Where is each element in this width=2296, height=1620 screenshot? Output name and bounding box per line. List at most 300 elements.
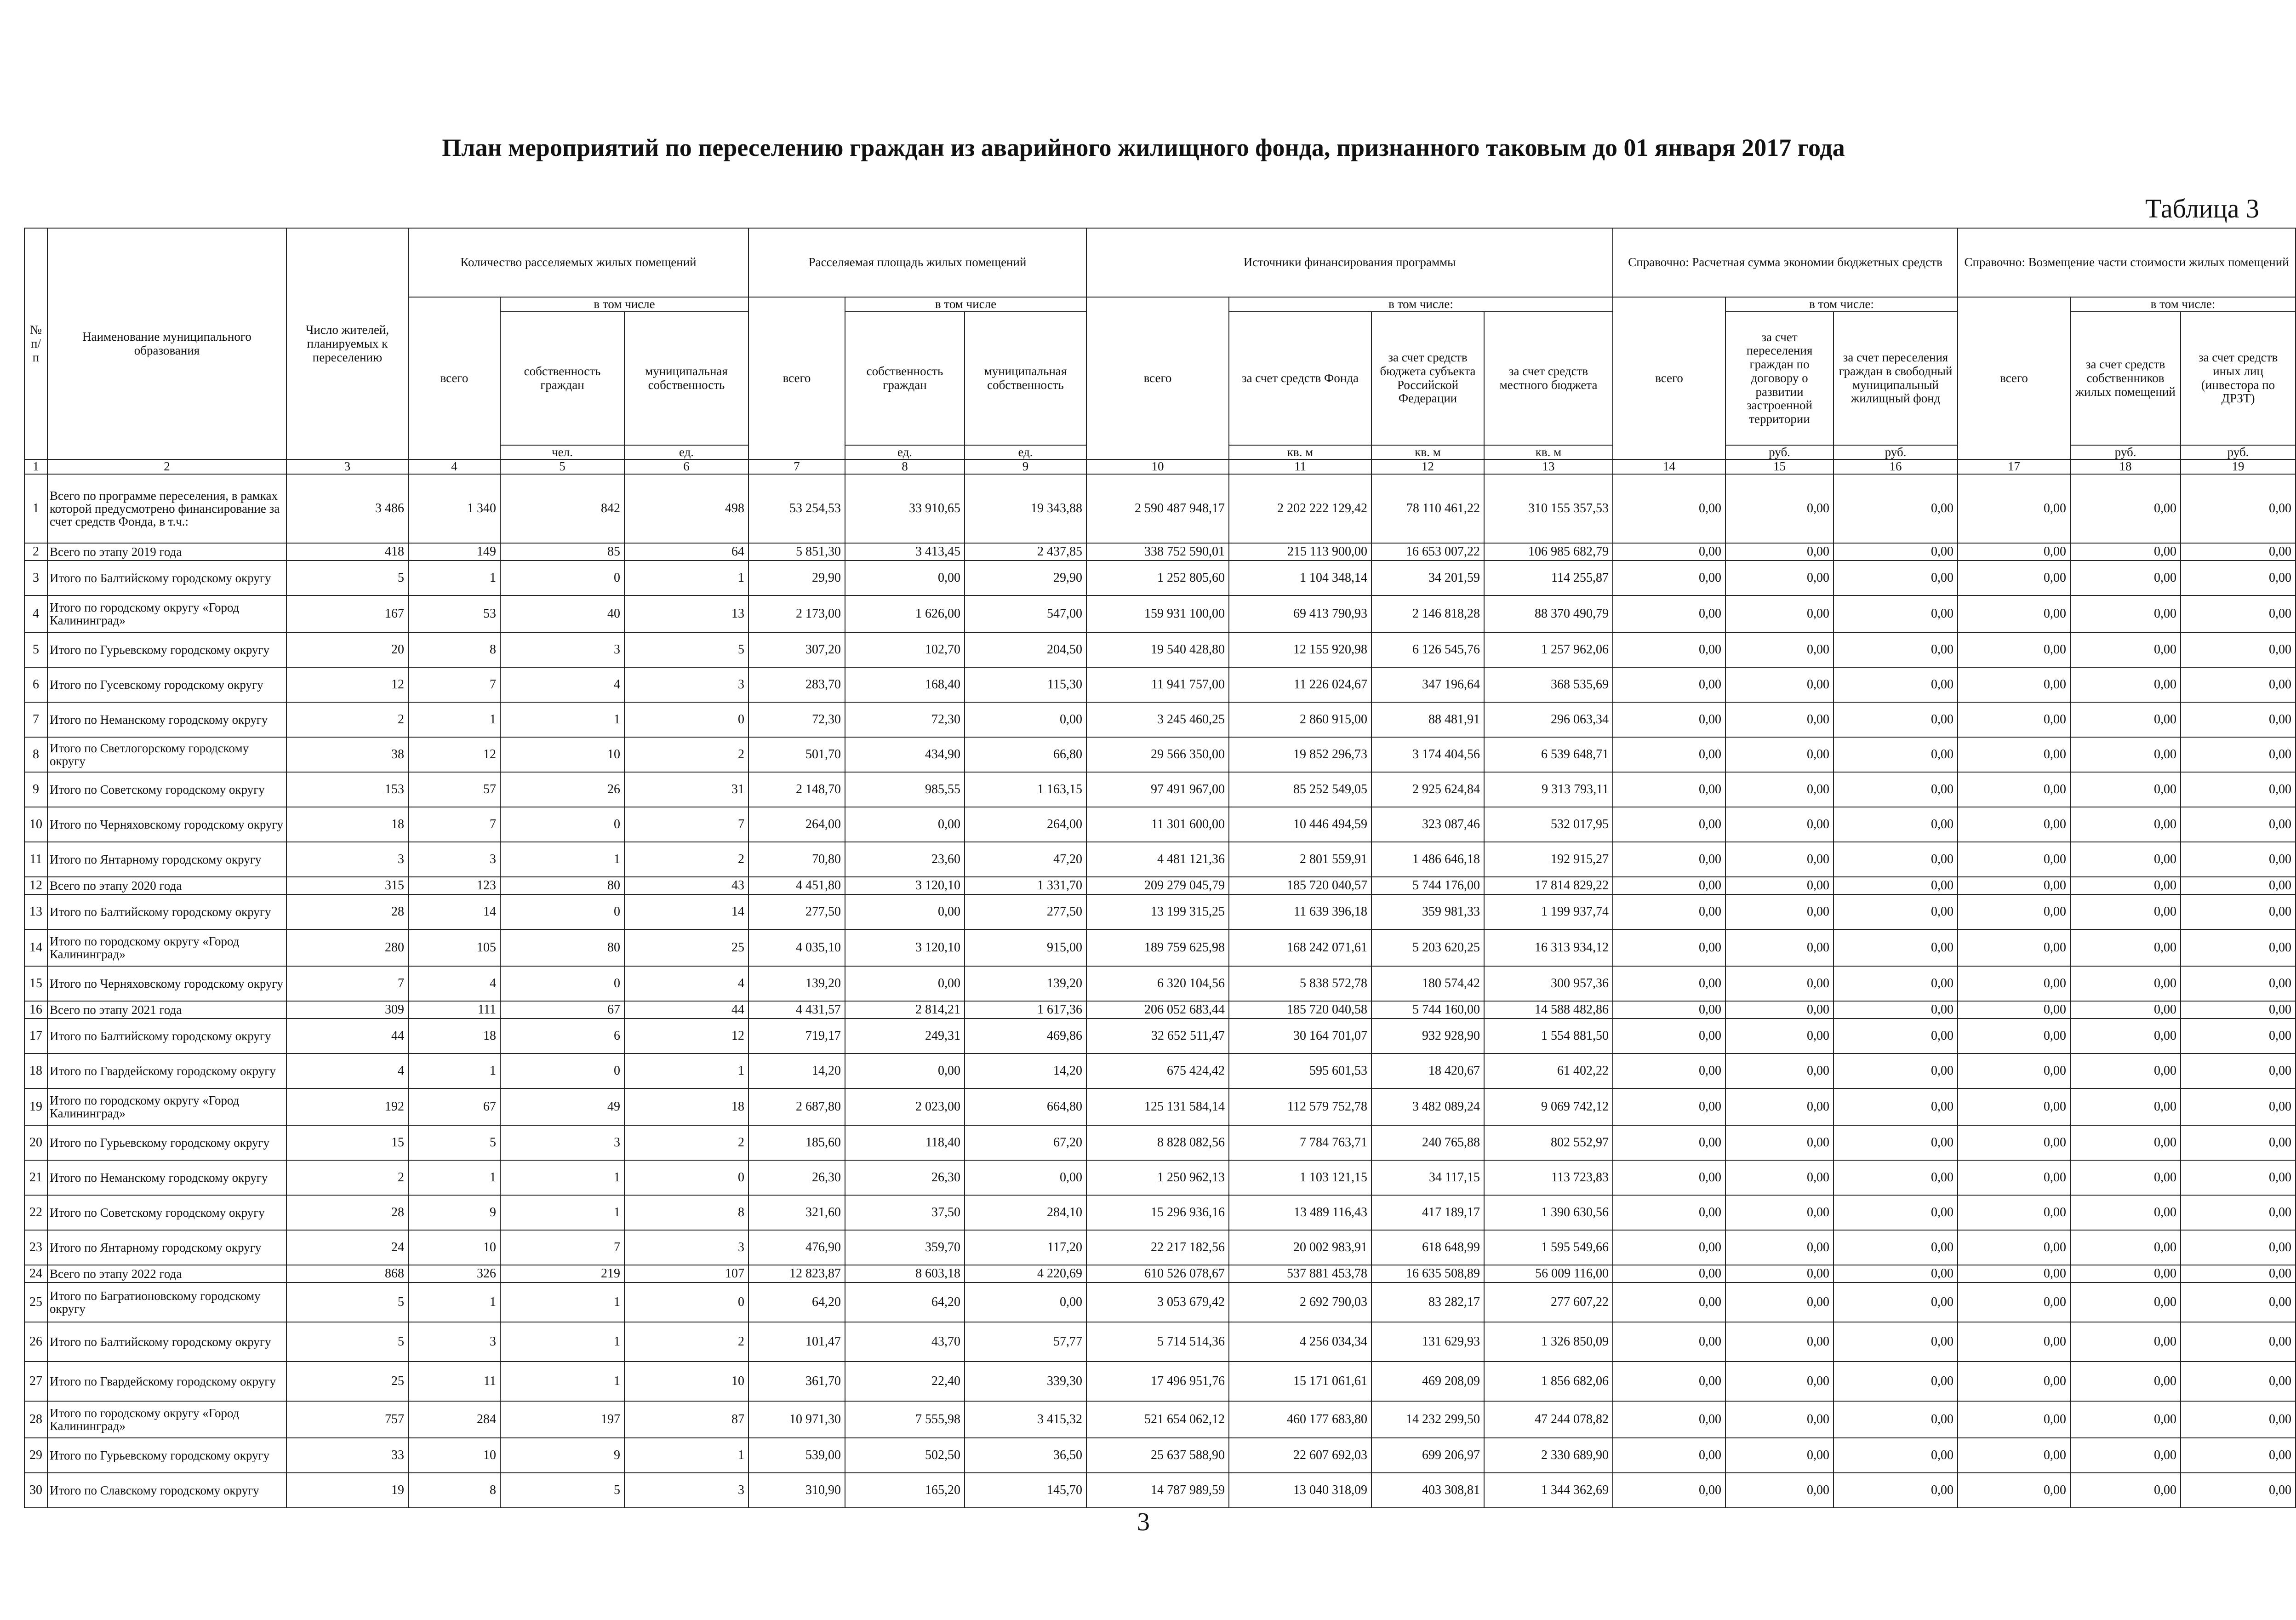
- value-cell: 0,00: [2181, 1282, 2296, 1322]
- value-cell: 22 217 182,56: [1086, 1230, 1229, 1265]
- value-cell: 1: [500, 1322, 624, 1362]
- value-cell: 2: [286, 702, 408, 737]
- value-cell: 12: [408, 737, 500, 772]
- municipality-name-cell: Итого по Гурьевскому городскому округу: [47, 1438, 286, 1473]
- value-cell: 0,00: [845, 894, 965, 929]
- value-cell: 23,60: [845, 842, 965, 877]
- value-cell: 0,00: [1833, 1230, 1958, 1265]
- value-cell: 0,00: [2070, 1160, 2181, 1195]
- row-number-cell: 19: [24, 1088, 47, 1125]
- row-number-cell: 8: [24, 737, 47, 772]
- value-cell: 719,17: [748, 1019, 845, 1053]
- value-cell: 249,31: [845, 1019, 965, 1053]
- value-cell: 264,00: [748, 807, 845, 842]
- value-cell: 11 941 757,00: [1086, 667, 1229, 702]
- table-row: [24, 966, 2296, 1001]
- value-cell: 29,90: [965, 561, 1086, 595]
- row-number-cell: 24: [24, 1265, 47, 1282]
- value-cell: 165,20: [845, 1473, 965, 1508]
- row-number-cell: 28: [24, 1401, 47, 1438]
- value-cell: 67: [408, 1088, 500, 1125]
- table-row: [24, 1019, 2296, 1053]
- value-cell: 0,00: [1613, 1282, 1725, 1322]
- value-cell: 11 301 600,00: [1086, 807, 1229, 842]
- value-cell: 3 245 460,25: [1086, 702, 1229, 737]
- value-cell: 361,70: [748, 1362, 845, 1401]
- value-cell: 19: [286, 1473, 408, 1508]
- value-cell: 0,00: [1725, 561, 1833, 595]
- table-row: [24, 1265, 2296, 1282]
- municipality-name-cell: Итого по Янтарному городскому округу: [47, 842, 286, 877]
- row-number-cell: 10: [24, 807, 47, 842]
- value-cell: 0,00: [1613, 772, 1725, 807]
- value-cell: 0,00: [2181, 1053, 2296, 1088]
- value-cell: 4 035,10: [748, 929, 845, 966]
- value-cell: 0,00: [1613, 966, 1725, 1001]
- value-cell: 985,55: [845, 772, 965, 807]
- value-cell: 3: [408, 1322, 500, 1362]
- value-cell: 33: [286, 1438, 408, 1473]
- municipality-name-cell: Итого по Балтийскому городскому округу: [47, 561, 286, 595]
- value-cell: 44: [286, 1019, 408, 1053]
- value-cell: 57,77: [965, 1322, 1086, 1362]
- value-cell: 1: [408, 1160, 500, 1195]
- value-cell: 0,00: [1958, 1401, 2070, 1438]
- header-rooms-municipal: муниципальная собственность: [624, 312, 748, 445]
- value-cell: 139,20: [965, 966, 1086, 1001]
- value-cell: 113 723,83: [1484, 1160, 1613, 1195]
- municipality-name-cell: Итого по Гурьевскому городскому округу: [47, 1125, 286, 1160]
- value-cell: 9 313 793,11: [1484, 772, 1613, 807]
- header-name: Наименование муниципального образования: [47, 228, 286, 459]
- value-cell: 1 163,15: [965, 772, 1086, 807]
- value-cell: 3: [286, 842, 408, 877]
- value-cell: 0,00: [1833, 1088, 1958, 1125]
- resettlement-plan-table: [24, 228, 2296, 1508]
- value-cell: 16 635 508,89: [1371, 1265, 1484, 1282]
- table-row: [24, 1230, 2296, 1265]
- value-cell: 4 220,69: [965, 1265, 1086, 1282]
- value-cell: 14,20: [748, 1053, 845, 1088]
- value-cell: 0,00: [1613, 474, 1725, 543]
- value-cell: 1: [500, 1195, 624, 1230]
- value-cell: 2 330 689,90: [1484, 1438, 1613, 1473]
- municipality-name-cell: Итого по Черняховскому городскому округу: [47, 807, 286, 842]
- value-cell: 0,00: [2181, 1230, 2296, 1265]
- value-cell: 0,00: [1833, 966, 1958, 1001]
- header-finance-total: всего: [1086, 297, 1229, 459]
- value-cell: 123: [408, 877, 500, 894]
- value-cell: 0,00: [1833, 1282, 1958, 1322]
- value-cell: 0,00: [1725, 474, 1833, 543]
- value-cell: 0,00: [1725, 543, 1833, 561]
- value-cell: 6 126 545,76: [1371, 632, 1484, 667]
- value-cell: 0,00: [1958, 772, 2070, 807]
- value-cell: 0,00: [2070, 1230, 2181, 1265]
- value-cell: 1 554 881,50: [1484, 1019, 1613, 1053]
- value-cell: 14 588 482,86: [1484, 1001, 1613, 1019]
- value-cell: 0,00: [1833, 561, 1958, 595]
- value-cell: 61 402,22: [1484, 1053, 1613, 1088]
- value-cell: 0,00: [1833, 894, 1958, 929]
- value-cell: 185,60: [748, 1125, 845, 1160]
- value-cell: 19 540 428,80: [1086, 632, 1229, 667]
- value-cell: 197: [500, 1401, 624, 1438]
- value-cell: 0,00: [2070, 1125, 2181, 1160]
- value-cell: 5: [624, 632, 748, 667]
- column-number-cell: 8: [845, 459, 965, 474]
- value-cell: 53: [408, 595, 500, 632]
- value-cell: 321,60: [748, 1195, 845, 1230]
- unit-cell: руб.: [2181, 445, 2296, 460]
- value-cell: 0,00: [1833, 543, 1958, 561]
- value-cell: 664,80: [965, 1088, 1086, 1125]
- header-area-total: всего: [748, 297, 845, 459]
- value-cell: 1 344 362,69: [1484, 1473, 1613, 1508]
- value-cell: 18: [408, 1019, 500, 1053]
- value-cell: 72,30: [845, 702, 965, 737]
- value-cell: 5 744 176,00: [1371, 877, 1484, 894]
- value-cell: 0,00: [1613, 1001, 1725, 1019]
- value-cell: 56 009 116,00: [1484, 1265, 1613, 1282]
- value-cell: 2 437,85: [965, 543, 1086, 561]
- value-cell: 125 131 584,14: [1086, 1088, 1229, 1125]
- value-cell: 0,00: [1958, 1282, 2070, 1322]
- value-cell: 0,00: [1725, 737, 1833, 772]
- value-cell: 4: [286, 1053, 408, 1088]
- column-number-cell: 1: [24, 459, 47, 474]
- value-cell: 7 784 763,71: [1229, 1125, 1371, 1160]
- value-cell: 107: [624, 1265, 748, 1282]
- table-row: [24, 543, 2296, 561]
- value-cell: 85: [500, 543, 624, 561]
- value-cell: 0,00: [1833, 1195, 1958, 1230]
- header-finance-fund: за счет средств Фонда: [1229, 312, 1371, 445]
- row-number-cell: 23: [24, 1230, 47, 1265]
- value-cell: 0,00: [1613, 543, 1725, 561]
- value-cell: 18 420,67: [1371, 1053, 1484, 1088]
- column-number-cell: 4: [408, 459, 500, 474]
- value-cell: 0,00: [1958, 1438, 2070, 1473]
- value-cell: 4: [408, 966, 500, 1001]
- value-cell: 47 244 078,82: [1484, 1401, 1613, 1438]
- header-compensation-including: в том числе:: [2070, 297, 2296, 312]
- municipality-name-cell: Итого по Гвардейскому городскому округу: [47, 1053, 286, 1088]
- value-cell: 185 720 040,57: [1229, 877, 1371, 894]
- value-cell: 0,00: [1833, 474, 1958, 543]
- value-cell: 180 574,42: [1371, 966, 1484, 1001]
- value-cell: 0,00: [2070, 1473, 2181, 1508]
- value-cell: 502,50: [845, 1438, 965, 1473]
- value-cell: 0,00: [2070, 894, 2181, 929]
- value-cell: 0: [624, 1282, 748, 1322]
- value-cell: 31: [624, 772, 748, 807]
- value-cell: 1 103 121,15: [1229, 1160, 1371, 1195]
- table-row: [24, 1088, 2296, 1125]
- value-cell: 67: [500, 1001, 624, 1019]
- value-cell: 0,00: [1833, 842, 1958, 877]
- row-number-cell: 2: [24, 543, 47, 561]
- value-cell: 131 629,93: [1371, 1322, 1484, 1362]
- value-cell: 0,00: [1725, 1053, 1833, 1088]
- value-cell: 0,00: [1833, 702, 1958, 737]
- value-cell: 1 390 630,56: [1484, 1195, 1613, 1230]
- value-cell: 0,00: [1725, 1401, 1833, 1438]
- row-number-cell: 14: [24, 929, 47, 966]
- value-cell: 0,00: [1613, 1053, 1725, 1088]
- value-cell: 6 539 648,71: [1484, 737, 1613, 772]
- value-cell: 13: [624, 595, 748, 632]
- row-number-cell: 11: [24, 842, 47, 877]
- value-cell: 12 155 920,98: [1229, 632, 1371, 667]
- value-cell: 277,50: [748, 894, 845, 929]
- row-number-cell: 17: [24, 1019, 47, 1053]
- value-cell: 5: [286, 1282, 408, 1322]
- value-cell: 0,00: [1725, 632, 1833, 667]
- value-cell: 2 173,00: [748, 595, 845, 632]
- value-cell: 0,00: [2181, 1473, 2296, 1508]
- value-cell: 0,00: [1613, 842, 1725, 877]
- value-cell: 0,00: [2181, 1195, 2296, 1230]
- value-cell: 114 255,87: [1484, 561, 1613, 595]
- value-cell: 189 759 625,98: [1086, 929, 1229, 966]
- header-economy-contract: за счет переселения граждан по договору о развитии застроенной территории: [1725, 312, 1833, 445]
- column-number-cell: 6: [624, 459, 748, 474]
- header-finance-regional: за счет средств бюджета субъекта Российской Федерации: [1371, 312, 1484, 445]
- value-cell: 323 087,46: [1371, 807, 1484, 842]
- value-cell: 24: [286, 1230, 408, 1265]
- value-cell: 0,00: [1725, 595, 1833, 632]
- value-cell: 1: [500, 1362, 624, 1401]
- value-cell: 0,00: [845, 561, 965, 595]
- value-cell: 53 254,53: [748, 474, 845, 543]
- column-number-cell: 19: [2181, 459, 2296, 474]
- value-cell: 1 252 805,60: [1086, 561, 1229, 595]
- value-cell: 10: [624, 1362, 748, 1401]
- value-cell: 66,80: [965, 737, 1086, 772]
- value-cell: 1: [624, 561, 748, 595]
- value-cell: 0,00: [2181, 842, 2296, 877]
- value-cell: 44: [624, 1001, 748, 1019]
- value-cell: 359 981,33: [1371, 894, 1484, 929]
- value-cell: 4 431,57: [748, 1001, 845, 1019]
- value-cell: 0,00: [2181, 1438, 2296, 1473]
- value-cell: 0,00: [1613, 1230, 1725, 1265]
- value-cell: 14 787 989,59: [1086, 1473, 1229, 1508]
- value-cell: 1 486 646,18: [1371, 842, 1484, 877]
- value-cell: 12: [624, 1019, 748, 1053]
- value-cell: 14,20: [965, 1053, 1086, 1088]
- value-cell: 0,00: [2181, 894, 2296, 929]
- header-economy-free-fund: за счет переселения граждан в свободный муниципальный жилищный фонд: [1833, 312, 1958, 445]
- value-cell: 0,00: [1958, 877, 2070, 894]
- value-cell: 168,40: [845, 667, 965, 702]
- value-cell: 97 491 967,00: [1086, 772, 1229, 807]
- value-cell: 2 023,00: [845, 1088, 965, 1125]
- value-cell: 1 250 962,13: [1086, 1160, 1229, 1195]
- value-cell: 0,00: [1725, 1322, 1833, 1362]
- value-cell: 0,00: [1725, 1362, 1833, 1401]
- value-cell: 0: [500, 966, 624, 1001]
- value-cell: 0,00: [1833, 1053, 1958, 1088]
- value-cell: 0,00: [2181, 1322, 2296, 1362]
- value-cell: 0,00: [2181, 1401, 2296, 1438]
- value-cell: 0,00: [2070, 1362, 2181, 1401]
- value-cell: 5: [500, 1473, 624, 1508]
- value-cell: 0,00: [2070, 772, 2181, 807]
- table-row: [24, 877, 2296, 894]
- value-cell: 1 104 348,14: [1229, 561, 1371, 595]
- value-cell: 105: [408, 929, 500, 966]
- value-cell: 0,00: [2181, 1160, 2296, 1195]
- value-cell: 49: [500, 1088, 624, 1125]
- value-cell: 25 637 588,90: [1086, 1438, 1229, 1473]
- value-cell: 0,00: [1725, 1265, 1833, 1282]
- value-cell: 111: [408, 1001, 500, 1019]
- value-cell: 0,00: [1725, 842, 1833, 877]
- value-cell: 101,47: [748, 1322, 845, 1362]
- value-cell: 0,00: [1613, 1160, 1725, 1195]
- header-no: № п/п: [24, 228, 47, 459]
- value-cell: 4 481 121,36: [1086, 842, 1229, 877]
- value-cell: 6: [500, 1019, 624, 1053]
- value-cell: 28: [286, 1195, 408, 1230]
- column-number-cell: 12: [1371, 459, 1484, 474]
- value-cell: 0,00: [1725, 1160, 1833, 1195]
- table-row: [24, 632, 2296, 667]
- table-row: [24, 1001, 2296, 1019]
- row-number-cell: 25: [24, 1282, 47, 1322]
- value-cell: 0,00: [1613, 1362, 1725, 1401]
- value-cell: 0,00: [2070, 667, 2181, 702]
- unit-cell: ед.: [965, 445, 1086, 460]
- value-cell: 368 535,69: [1484, 667, 1613, 702]
- value-cell: 9 069 742,12: [1484, 1088, 1613, 1125]
- value-cell: 2 692 790,03: [1229, 1282, 1371, 1322]
- value-cell: 699 206,97: [1371, 1438, 1484, 1473]
- value-cell: 0,00: [845, 966, 965, 1001]
- header-finance-group: Источники финансирования программы: [1086, 228, 1613, 297]
- value-cell: 0,00: [1725, 1282, 1833, 1322]
- value-cell: 868: [286, 1265, 408, 1282]
- value-cell: 0,00: [2070, 561, 2181, 595]
- value-cell: 0,00: [1613, 1019, 1725, 1053]
- value-cell: 595 601,53: [1229, 1053, 1371, 1088]
- value-cell: 0,00: [2070, 702, 2181, 737]
- value-cell: 264,00: [965, 807, 1086, 842]
- value-cell: 0,00: [1958, 1195, 2070, 1230]
- value-cell: 7: [408, 667, 500, 702]
- value-cell: 0,00: [2181, 877, 2296, 894]
- value-cell: 0,00: [1833, 737, 1958, 772]
- value-cell: 0,00: [1833, 632, 1958, 667]
- value-cell: 0,00: [2070, 1401, 2181, 1438]
- value-cell: 277 607,22: [1484, 1282, 1613, 1322]
- value-cell: 434,90: [845, 737, 965, 772]
- value-cell: 17 496 951,76: [1086, 1362, 1229, 1401]
- value-cell: 618 648,99: [1371, 1230, 1484, 1265]
- row-number-cell: 3: [24, 561, 47, 595]
- unit-cell: руб.: [2070, 445, 2181, 460]
- value-cell: 0,00: [2181, 561, 2296, 595]
- value-cell: 0,00: [2181, 543, 2296, 561]
- value-cell: 0: [500, 807, 624, 842]
- table-row: [24, 1125, 2296, 1160]
- value-cell: 0,00: [1725, 929, 1833, 966]
- table-row: [24, 1053, 2296, 1088]
- value-cell: 2: [286, 1160, 408, 1195]
- municipality-name-cell: Итого по Гвардейскому городскому округу: [47, 1362, 286, 1401]
- value-cell: 0,00: [1833, 1322, 1958, 1362]
- value-cell: 0,00: [1958, 1230, 2070, 1265]
- row-number-cell: 29: [24, 1438, 47, 1473]
- value-cell: 0,00: [2070, 807, 2181, 842]
- municipality-name-cell: Итого по Балтийскому городскому округу: [47, 1019, 286, 1053]
- value-cell: 0,00: [1833, 1362, 1958, 1401]
- value-cell: 30 164 701,07: [1229, 1019, 1371, 1053]
- value-cell: 1 856 682,06: [1484, 1362, 1613, 1401]
- value-cell: 0,00: [1958, 561, 2070, 595]
- column-number-cell: 3: [286, 459, 408, 474]
- value-cell: 0,00: [2070, 595, 2181, 632]
- value-cell: 0,00: [1833, 772, 1958, 807]
- value-cell: 13 489 116,43: [1229, 1195, 1371, 1230]
- value-cell: 2: [624, 842, 748, 877]
- value-cell: 3: [408, 842, 500, 877]
- value-cell: 0,00: [1958, 737, 2070, 772]
- value-cell: 0,00: [1833, 1438, 1958, 1473]
- value-cell: 8: [624, 1195, 748, 1230]
- value-cell: 88 370 490,79: [1484, 595, 1613, 632]
- header-residents: Число жителей, планируемых к переселению: [286, 228, 408, 459]
- value-cell: 153: [286, 772, 408, 807]
- table-row: [24, 561, 2296, 595]
- value-cell: 2 925 624,84: [1371, 772, 1484, 807]
- value-cell: 283,70: [748, 667, 845, 702]
- value-cell: 0,00: [1958, 894, 2070, 929]
- value-cell: 4: [624, 966, 748, 1001]
- value-cell: 0,00: [1725, 1473, 1833, 1508]
- value-cell: 159 931 100,00: [1086, 595, 1229, 632]
- value-cell: 8 603,18: [845, 1265, 965, 1282]
- value-cell: 0,00: [1833, 877, 1958, 894]
- value-cell: 0,00: [2181, 667, 2296, 702]
- value-cell: 22,40: [845, 1362, 965, 1401]
- value-cell: 10: [408, 1438, 500, 1473]
- table-body: [24, 474, 2296, 1508]
- table-row: [24, 1401, 2296, 1438]
- value-cell: 0,00: [2070, 966, 2181, 1001]
- value-cell: 25: [624, 929, 748, 966]
- column-numbers-row: [24, 459, 2296, 474]
- header-finance-including: в том числе:: [1229, 297, 1613, 312]
- value-cell: 842: [500, 474, 624, 543]
- municipality-name-cell: Итого по Неманскому городскому округу: [47, 1160, 286, 1195]
- value-cell: 0: [624, 1160, 748, 1195]
- value-cell: 20: [286, 632, 408, 667]
- table-row: [24, 595, 2296, 632]
- value-cell: 0,00: [2181, 1265, 2296, 1282]
- municipality-name-cell: Итого по Неманскому городскому округу: [47, 702, 286, 737]
- value-cell: 13 199 315,25: [1086, 894, 1229, 929]
- unit-cell: кв. м: [1371, 445, 1484, 460]
- header-area-including: в том числе: [845, 297, 1086, 312]
- value-cell: 0,00: [1833, 807, 1958, 842]
- value-cell: 47,20: [965, 842, 1086, 877]
- value-cell: 2 590 487 948,17: [1086, 474, 1229, 543]
- document-title: План мероприятий по переселению граждан из аварийного жилищного фонда, признанного таковым до 01 января 2017 года: [442, 134, 1845, 161]
- value-cell: 2: [624, 1125, 748, 1160]
